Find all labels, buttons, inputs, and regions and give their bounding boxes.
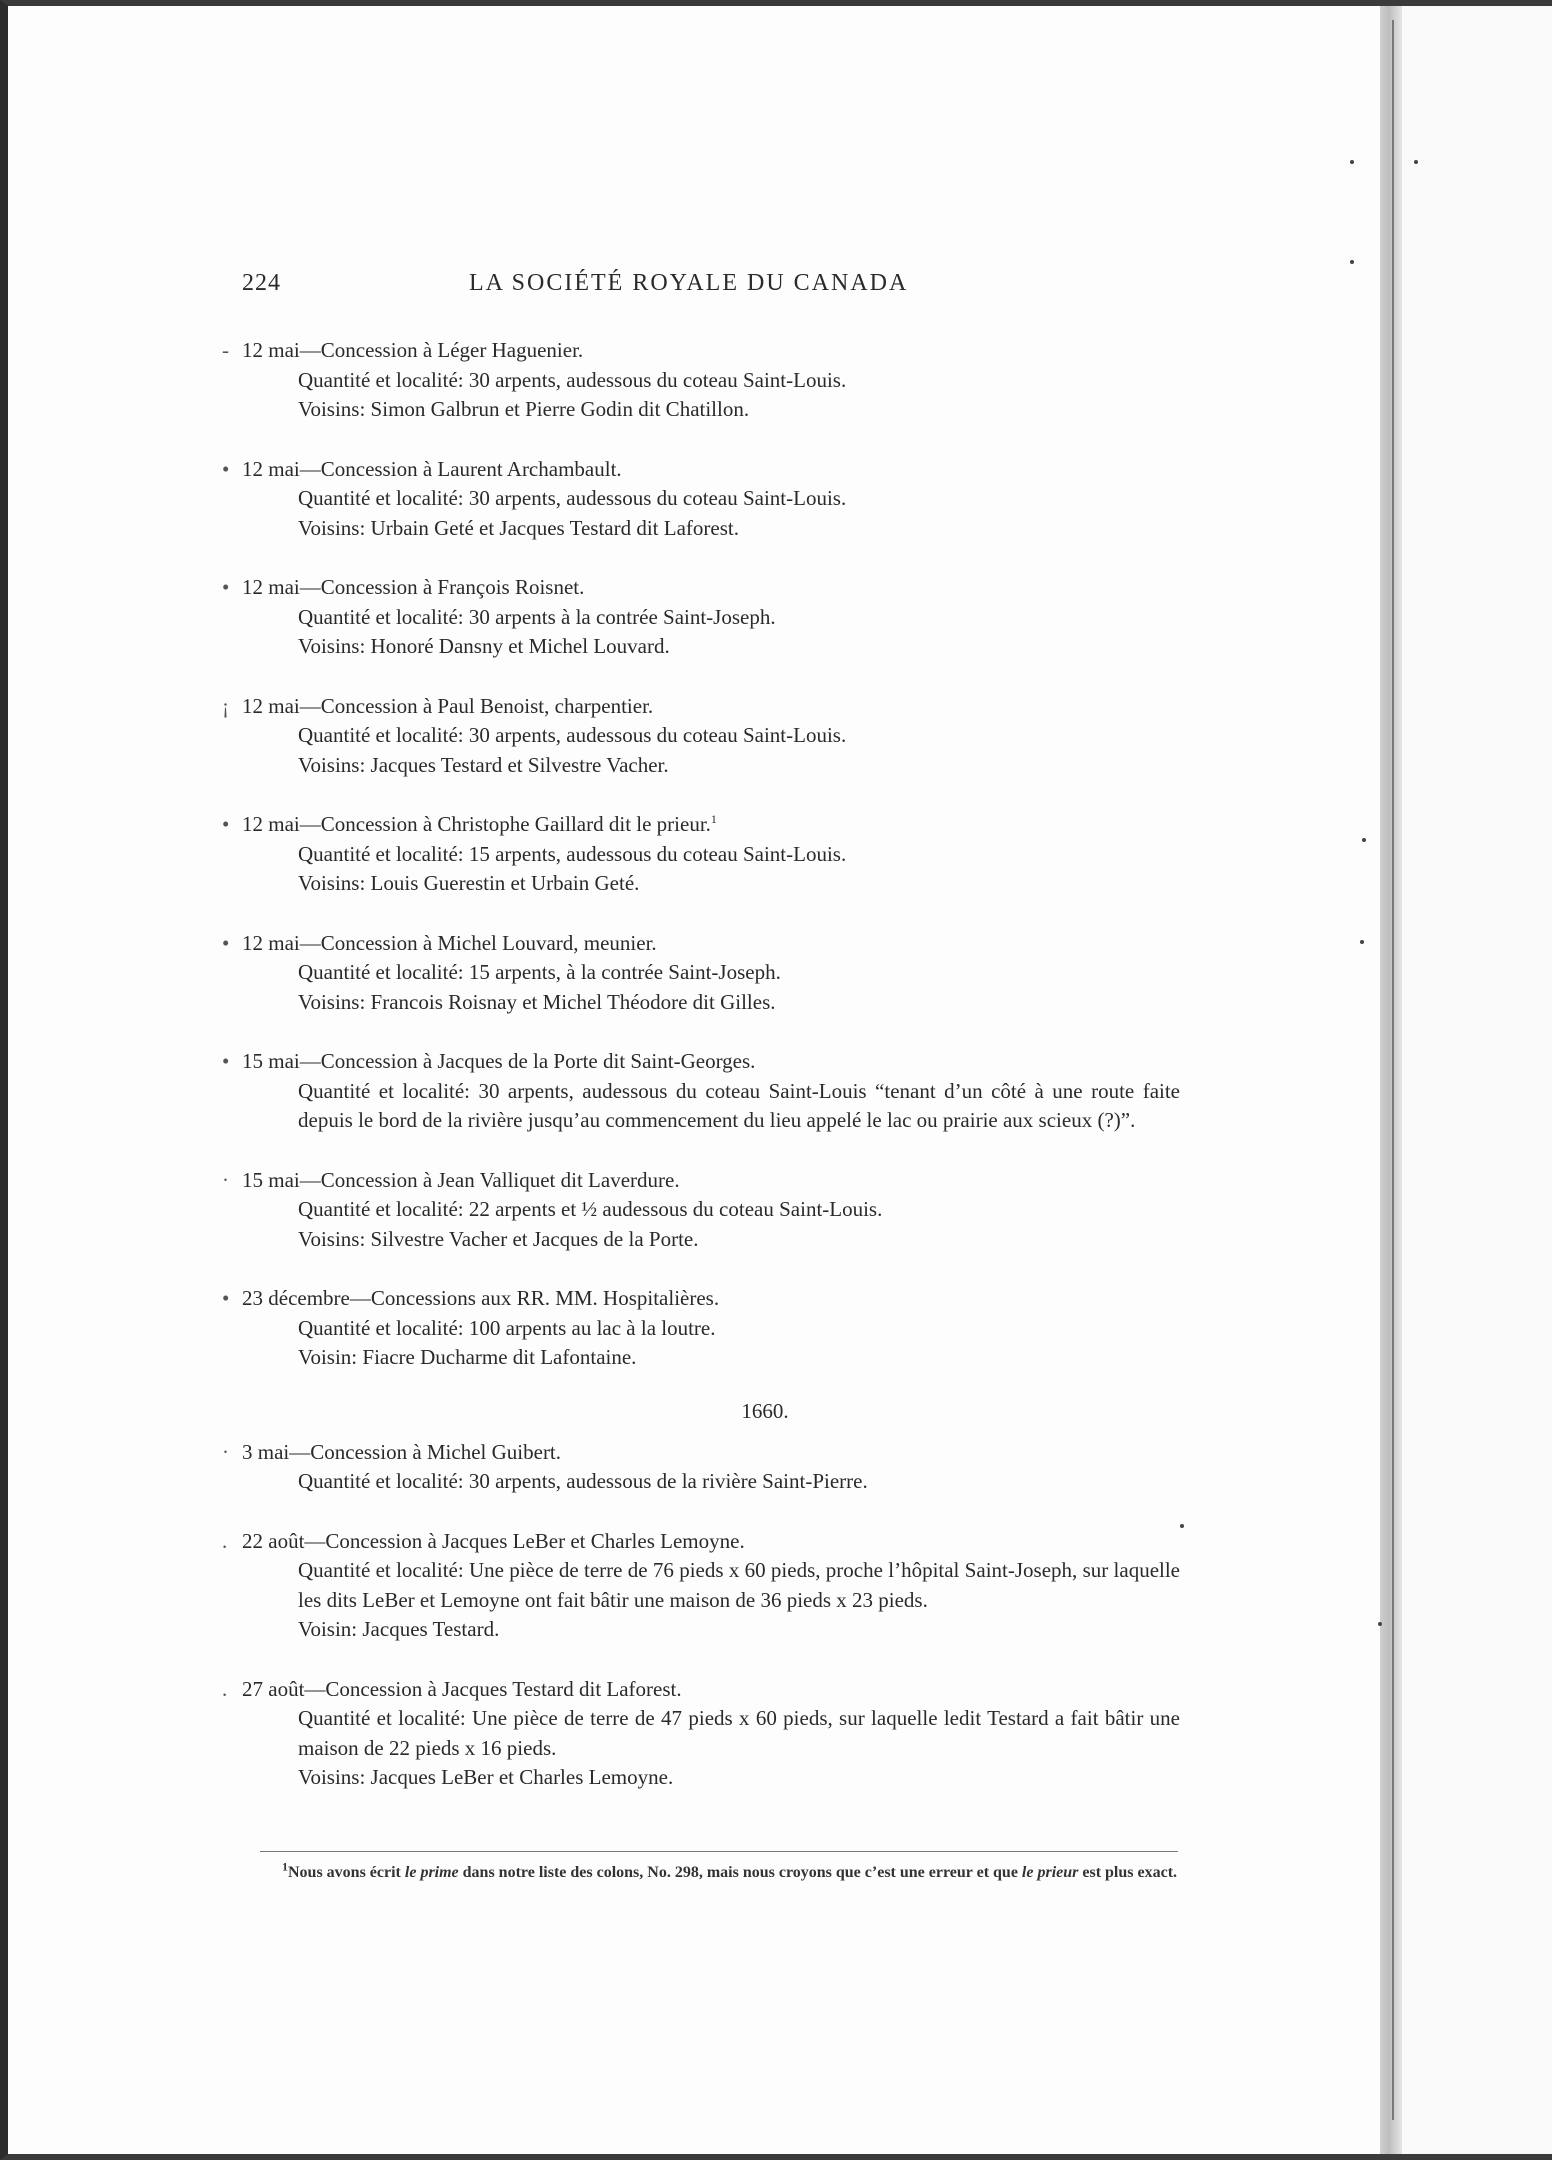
entry-heading <box>222 1675 1180 1705</box>
scan-speck <box>1180 1524 1184 1528</box>
entry-heading <box>222 929 1180 959</box>
margin-mark: . <box>222 1528 228 1553</box>
entry-heading-text: 15 mai—Concession à Jean Valliquet dit Laverdure. <box>242 1167 680 1192</box>
entry-detail: Quantité et localité: 22 arpents et ½ audessous du coteau Saint-Louis. <box>298 1197 883 1221</box>
scan-speck <box>1360 940 1364 944</box>
scan-speck <box>1350 260 1354 264</box>
concession-entry <box>222 1284 1180 1373</box>
scan-speck <box>1350 160 1354 164</box>
entry-heading <box>222 1166 1180 1196</box>
entry-heading-text: 12 mai—Concession à Christophe Gaillard dit le prieur. <box>242 812 711 836</box>
margin-mark: ¡ <box>222 693 229 718</box>
footnote-text: dans notre liste des colons, No. 298, mais nous croyons que c’est une erreur et que <box>458 1864 1022 1881</box>
next-page-edge <box>1402 6 1552 2154</box>
concession-entry <box>222 336 1180 425</box>
entry-neighbours: Voisins: Francois Roisnay et Michel Théodore dit Gilles. <box>298 989 776 1014</box>
entry-heading <box>222 810 1180 840</box>
entry-heading <box>222 455 1180 485</box>
concession-entry <box>222 692 1180 781</box>
entry-heading <box>222 1047 1180 1077</box>
concession-entry <box>222 1047 1180 1136</box>
entry-detail: Quantité et localité: 30 arpents à la contrée Saint-Joseph. <box>298 604 776 629</box>
margin-mark: · <box>222 1167 229 1192</box>
footnote-marker: 1 <box>282 1859 288 1874</box>
entry-detail: Quantité et localité: 30 arpents, audessous du coteau Saint-Louis. <box>298 367 847 392</box>
scan-speck <box>1362 838 1366 842</box>
entry-heading <box>222 1527 1180 1557</box>
journal-title: LA SOCIÉTÉ ROYALE DU CANADA <box>469 270 909 296</box>
entry-heading <box>222 692 1180 722</box>
entry-detail: Quantité et localité: 100 arpents au lac à la loutre. <box>298 1315 716 1340</box>
footnote <box>262 1860 1178 1885</box>
footnote-text: Nous avons écrit <box>288 1864 405 1881</box>
concession-entry <box>222 455 1180 544</box>
entry-heading <box>222 1284 1180 1314</box>
entry-heading <box>222 336 1180 366</box>
page-edge <box>1392 20 1394 2120</box>
entry-heading-text: 3 mai—Concession à Michel Guibert. <box>242 1439 562 1464</box>
entry-heading-text: 15 mai—Concession à Jacques de la Porte dit Saint-Georges. <box>242 1049 756 1073</box>
entry-neighbours: Voisins: Simon Galbrun et Pierre Godin dit Chatillon. <box>298 397 750 421</box>
footnote-italic: le prieur <box>1021 1864 1079 1881</box>
entry-heading-text: 12 mai—Concession à Michel Louvard, meunier. <box>242 930 657 955</box>
entry-heading <box>222 1438 1180 1468</box>
margin-mark: • <box>222 456 230 481</box>
footnote-ref[interactable]: 1 <box>710 812 717 826</box>
margin-mark: • <box>222 930 230 955</box>
scan-speck <box>1414 160 1418 164</box>
entry-heading-text: 12 mai—Concession à Laurent Archambault. <box>242 456 622 481</box>
concession-entry <box>222 929 1180 1018</box>
entry-detail: Quantité et localité: 30 arpents, audessous du coteau Saint-Louis “tenant d’un côté à une route faite depuis le bord de la rivière jusqu’au commencement du lieu appelé le lac ou prairie aux scieux (?)”. <box>298 1078 1180 1132</box>
concession-entry <box>222 573 1180 662</box>
concession-entry <box>222 1438 1180 1497</box>
year-heading: 1660. <box>741 1398 789 1423</box>
entry-neighbours: Voisins: Jacques LeBer et Charles Lemoyne. <box>298 1765 674 1789</box>
book-gutter <box>1380 6 1402 2154</box>
footnote-rule <box>260 1851 1178 1852</box>
page-number: 224 <box>242 270 281 296</box>
margin-mark: • <box>222 1049 230 1073</box>
entry-heading-text: 12 mai—Concession à François Roisnet. <box>242 575 585 599</box>
entry-heading-text: 12 mai—Concession à Léger Haguenier. <box>242 338 584 362</box>
entry-neighbours: Voisin: Jacques Testard. <box>298 1617 500 1641</box>
entry-neighbours: Voisins: Louis Guerestin et Urbain Geté. <box>298 871 640 895</box>
entry-heading-text: 22 août—Concession à Jacques LeBer et Charles Lemoyne. <box>242 1528 745 1553</box>
running-head <box>242 270 1182 306</box>
entry-detail: Quantité et localité: 30 arpents, audessous du coteau Saint-Louis. <box>298 723 847 747</box>
entry-neighbours: Voisin: Fiacre Ducharme dit Lafontaine. <box>298 1345 637 1369</box>
concession-entry <box>222 810 1180 899</box>
margin-mark: • <box>222 1286 230 1310</box>
concession-entry <box>222 1527 1180 1645</box>
entry-detail: Quantité et localité: Une pièce de terre de 47 pieds x 60 pieds, sur laquelle ledit Testard a fait bâtir une maison de 22 pieds x 16 pieds. <box>298 1706 1180 1760</box>
entry-neighbours: Voisins: Jacques Testard et Silvestre Vacher. <box>298 752 669 777</box>
entry-neighbours: Voisins: Silvestre Vacher et Jacques de la Porte. <box>298 1226 699 1251</box>
footnote-text: est plus exact. <box>1078 1864 1178 1881</box>
entry-detail: Quantité et localité: Une pièce de terre de 76 pieds x 60 pieds, proche l’hôpital Saint-Joseph, sur laquelle les dits LeBer et Lemoyne ont fait bâtir une maison de 36 pieds x 23 pieds. <box>298 1558 1180 1612</box>
entry-detail: Quantité et localité: 15 arpents, à la contrée Saint-Joseph. <box>298 960 781 984</box>
entry-detail: Quantité et localité: 30 arpents, audessous de la rivière Saint-Pierre. <box>298 1469 868 1493</box>
concession-list <box>222 336 1180 1823</box>
entry-heading-text: 23 décembre—Concessions aux RR. MM. Hospitalières. <box>242 1286 720 1310</box>
margin-mark: • <box>222 575 230 599</box>
margin-mark: · <box>222 1439 229 1464</box>
margin-mark: - <box>222 338 229 362</box>
entry-heading <box>222 573 1180 603</box>
entry-detail: Quantité et localité: 15 arpents, audessous du coteau Saint-Louis. <box>298 841 847 866</box>
scan-speck <box>1378 1622 1382 1626</box>
entry-neighbours: Voisins: Urbain Geté et Jacques Testard dit Laforest. <box>298 515 739 540</box>
entry-neighbours: Voisins: Honoré Dansny et Michel Louvard. <box>298 634 670 658</box>
concession-entry <box>222 1166 1180 1255</box>
entry-heading-text: 27 août—Concession à Jacques Testard dit Laforest. <box>242 1676 682 1701</box>
entry-heading-text: 12 mai—Concession à Paul Benoist, charpentier. <box>242 693 654 718</box>
margin-mark: • <box>222 812 230 836</box>
footnote-italic: le prime <box>404 1864 459 1881</box>
entry-detail: Quantité et localité: 30 arpents, audessous du coteau Saint-Louis. <box>298 486 847 510</box>
margin-mark: . <box>222 1676 228 1701</box>
concession-entry <box>222 1675 1180 1793</box>
